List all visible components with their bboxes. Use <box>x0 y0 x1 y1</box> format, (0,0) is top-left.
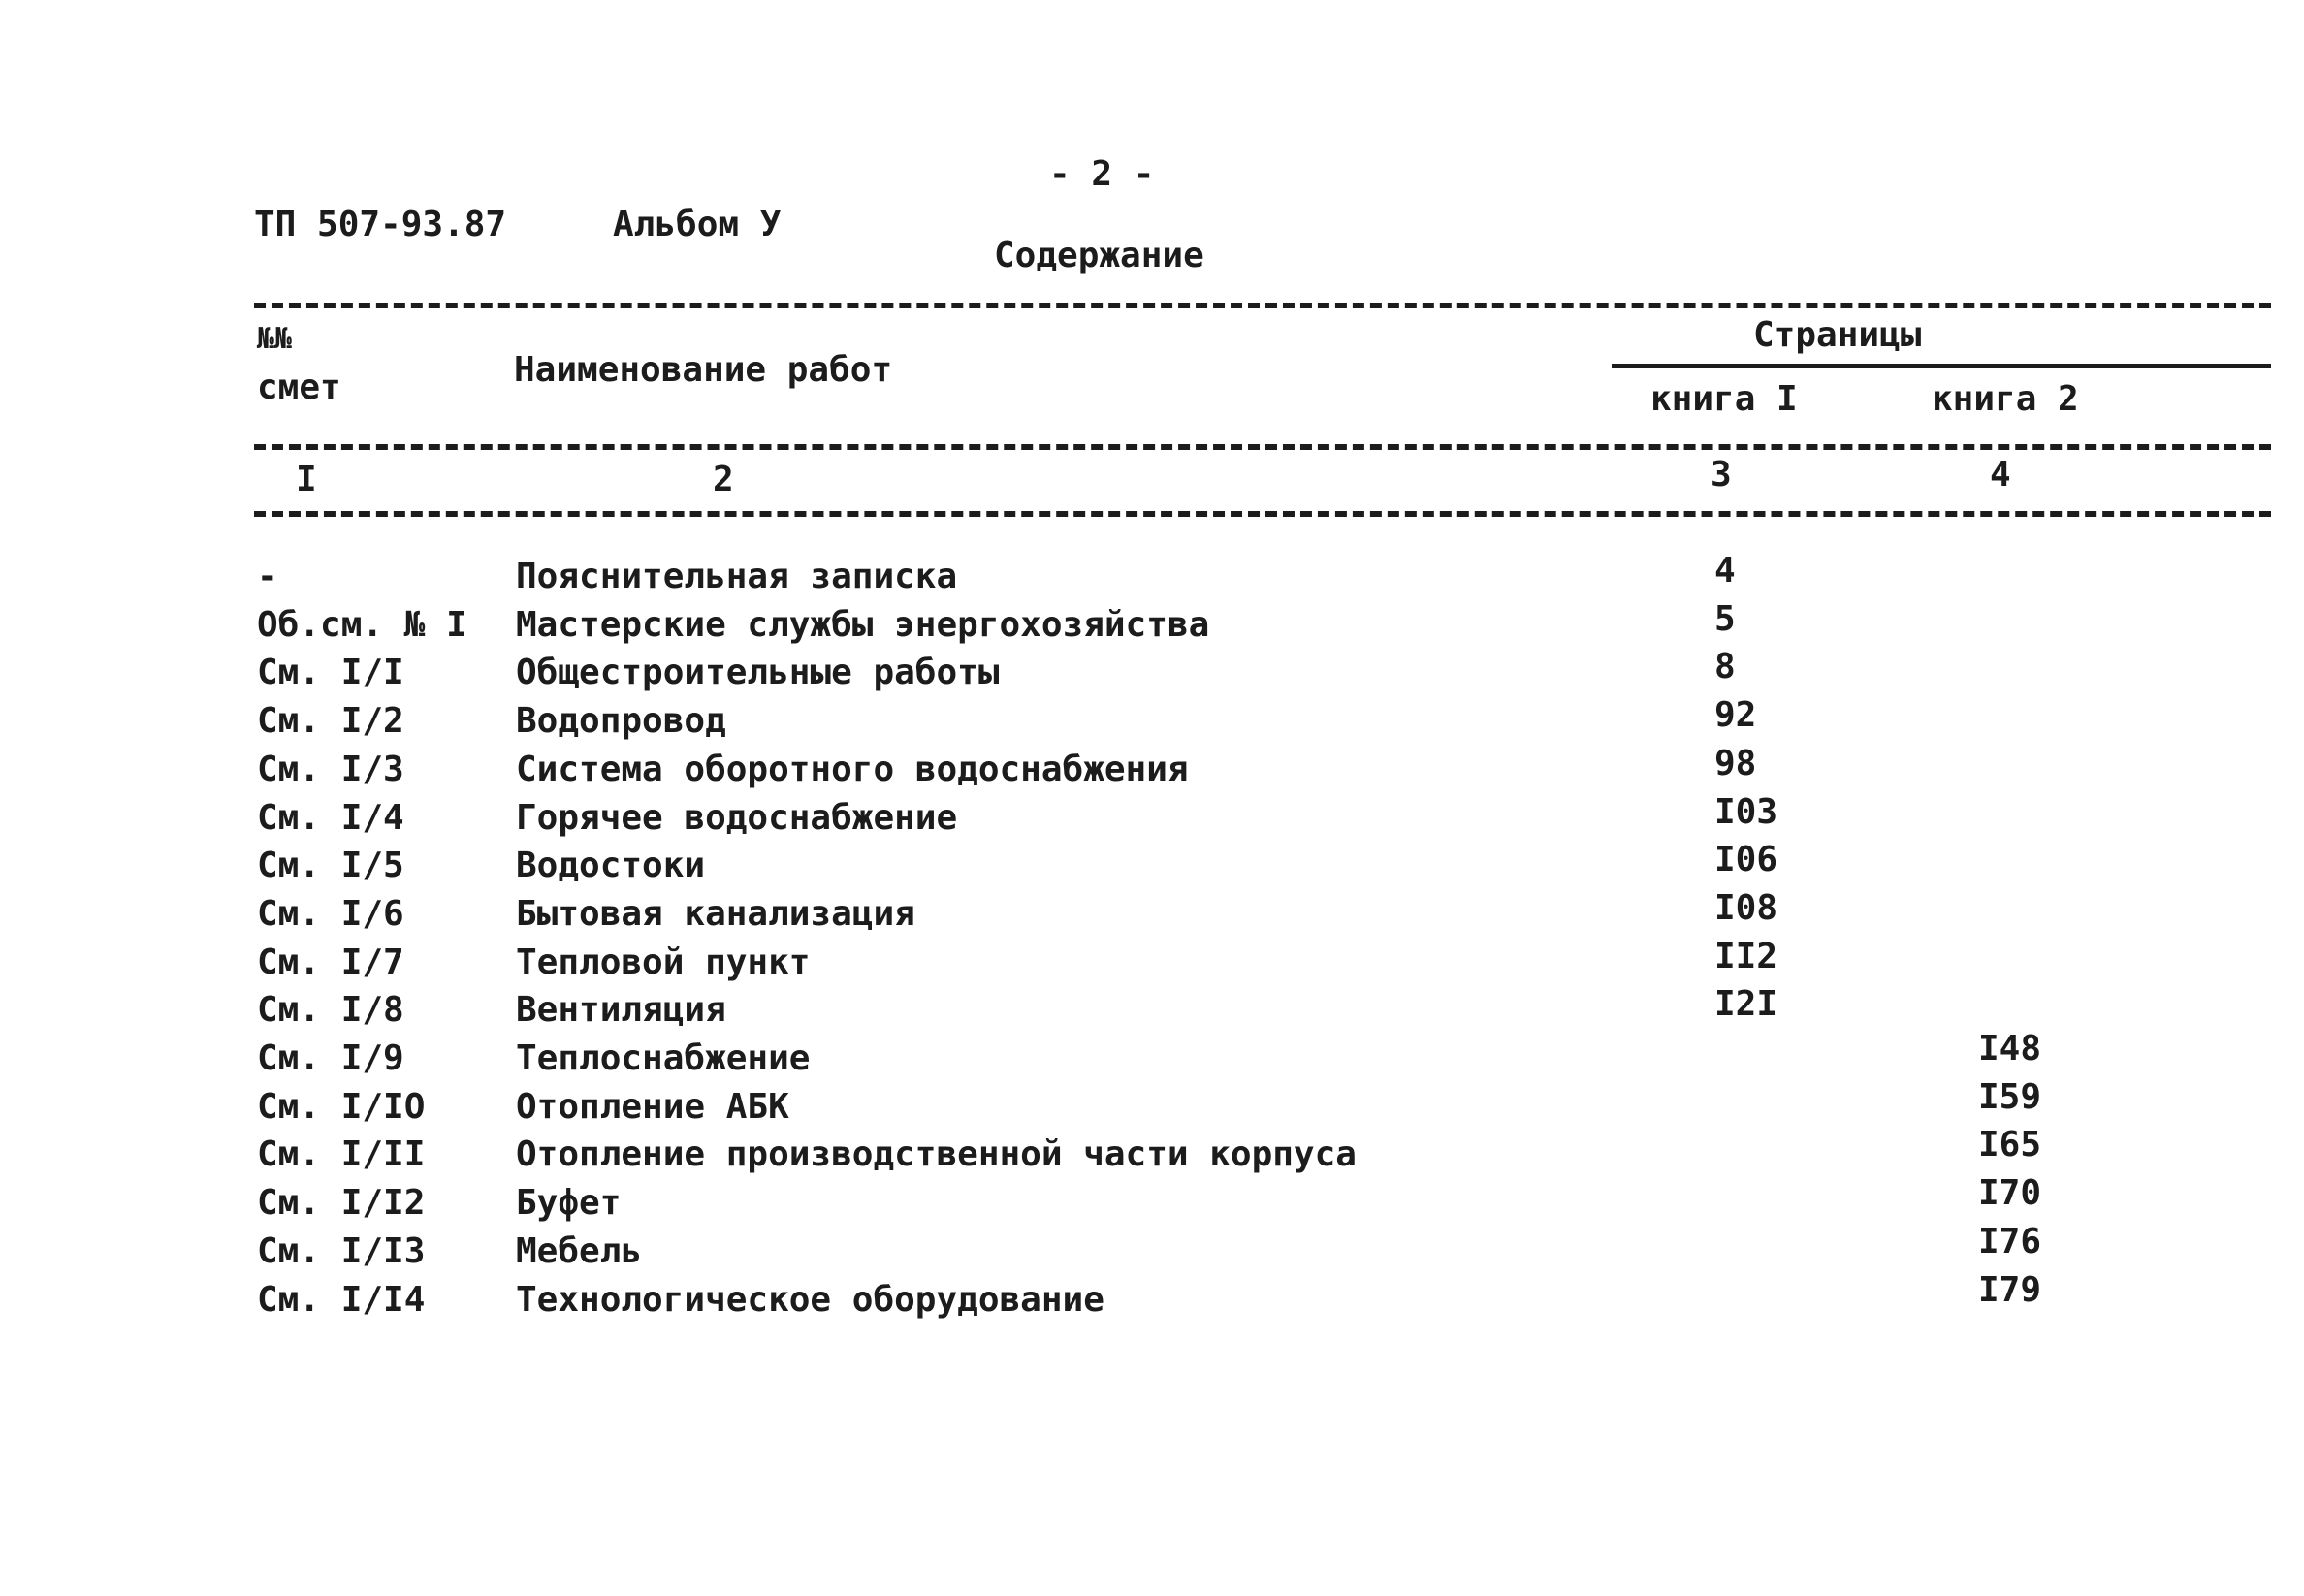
table-row <box>0 1221 2304 1281</box>
column-number-3: 3 <box>1711 455 1732 495</box>
album-label: Альбом У <box>613 205 782 244</box>
row-code: Об.см. № I <box>257 604 467 645</box>
column-number-4: 4 <box>1990 455 2011 495</box>
row-book1-page: 5 <box>1714 598 1736 639</box>
table-row <box>0 984 2304 1039</box>
row-book1-page: 8 <box>1714 647 1736 687</box>
row-book1-page: I03 <box>1714 791 1778 832</box>
row-name: Теплоснабжение <box>516 1038 811 1078</box>
row-code: См. I/4 <box>257 797 404 838</box>
table-row <box>0 695 2304 750</box>
row-code: См. I/6 <box>257 893 404 934</box>
document-code: ТП 507-93.87 <box>254 205 507 244</box>
row-name: Система оборотного водоснабжения <box>516 749 1189 789</box>
row-name: Общестроительные работы <box>516 653 1000 693</box>
row-name: Водостоки <box>516 846 706 886</box>
row-code: См. I/9 <box>257 1038 404 1078</box>
table-row <box>0 840 2304 895</box>
table-row <box>0 1029 2304 1088</box>
row-code: - <box>257 557 278 596</box>
row-book2-page: I76 <box>1978 1221 2042 1261</box>
row-book1-page: 4 <box>1714 551 1736 591</box>
page-number: - 2 - <box>1049 154 1155 194</box>
row-book2-page: I70 <box>1978 1173 2042 1214</box>
row-code: См. I/I4 <box>257 1279 426 1320</box>
row-book2-page: I65 <box>1978 1125 2042 1165</box>
row-book2-page: I79 <box>1978 1269 2042 1310</box>
header-book1: книга I <box>1650 379 1798 419</box>
row-code: См. I/7 <box>257 942 404 982</box>
row-name: Технологическое оборудование <box>516 1279 1104 1320</box>
table-row <box>0 647 2304 702</box>
header-top-divider <box>254 303 2271 308</box>
row-name: Тепловой пункт <box>516 942 811 982</box>
row-code: См. I/8 <box>257 990 404 1031</box>
row-name: Водопровод <box>516 701 726 742</box>
row-name: Бытовая канализация <box>516 893 915 934</box>
header-pages: Страницы <box>1753 315 1922 355</box>
row-book1-page: I06 <box>1714 840 1778 880</box>
row-book1-page: 92 <box>1714 695 1757 736</box>
row-code: См. I/3 <box>257 749 404 789</box>
header-col2: Наименование работ <box>514 350 893 390</box>
column-number-2: 2 <box>713 460 734 499</box>
row-book2-page: I48 <box>1978 1029 2042 1069</box>
table-row <box>0 598 2304 654</box>
row-name: Отопление АБК <box>516 1086 789 1127</box>
row-book1-page: 98 <box>1714 743 1757 783</box>
table-row <box>0 887 2304 943</box>
page-title: Содержание <box>994 236 1204 275</box>
header-bottom-divider <box>254 511 2271 517</box>
header-mid-divider <box>254 444 2271 450</box>
row-book1-page: I2I <box>1714 984 1778 1025</box>
column-number-1: I <box>296 460 317 499</box>
table-row <box>0 936 2304 992</box>
table-row <box>0 743 2304 799</box>
table-row <box>0 1173 2304 1232</box>
table-row <box>0 791 2304 847</box>
row-name: Отопление производственной части корпуса <box>516 1134 1357 1175</box>
row-code: См. I/IO <box>257 1086 426 1127</box>
row-name: Вентиляция <box>516 990 726 1031</box>
row-name: Пояснительная записка <box>516 557 958 596</box>
table-row <box>0 551 2304 606</box>
header-col1-line2: смет <box>257 367 341 407</box>
row-name: Мастерские службы энергохозяйства <box>516 604 1210 645</box>
header-book2: книга 2 <box>1932 379 2079 419</box>
table-row <box>0 1125 2304 1184</box>
row-book2-page: I59 <box>1978 1076 2042 1117</box>
row-name: Буфет <box>516 1183 622 1224</box>
row-book1-page: II2 <box>1714 936 1778 976</box>
row-code: См. I/5 <box>257 846 404 886</box>
header-pages-underline <box>1612 364 2271 368</box>
row-code: См. I/I3 <box>257 1230 426 1271</box>
row-name: Мебель <box>516 1230 643 1271</box>
row-name: Горячее водоснабжение <box>516 797 958 838</box>
header-col1-line1: №№ <box>257 322 293 356</box>
table-row <box>0 1269 2304 1329</box>
row-code: См. I/2 <box>257 701 404 742</box>
row-book1-page: I08 <box>1714 887 1778 928</box>
row-code: См. I/II <box>257 1134 426 1175</box>
row-code: См. I/I2 <box>257 1183 426 1224</box>
table-row <box>0 1076 2304 1136</box>
row-code: См. I/I <box>257 653 404 693</box>
